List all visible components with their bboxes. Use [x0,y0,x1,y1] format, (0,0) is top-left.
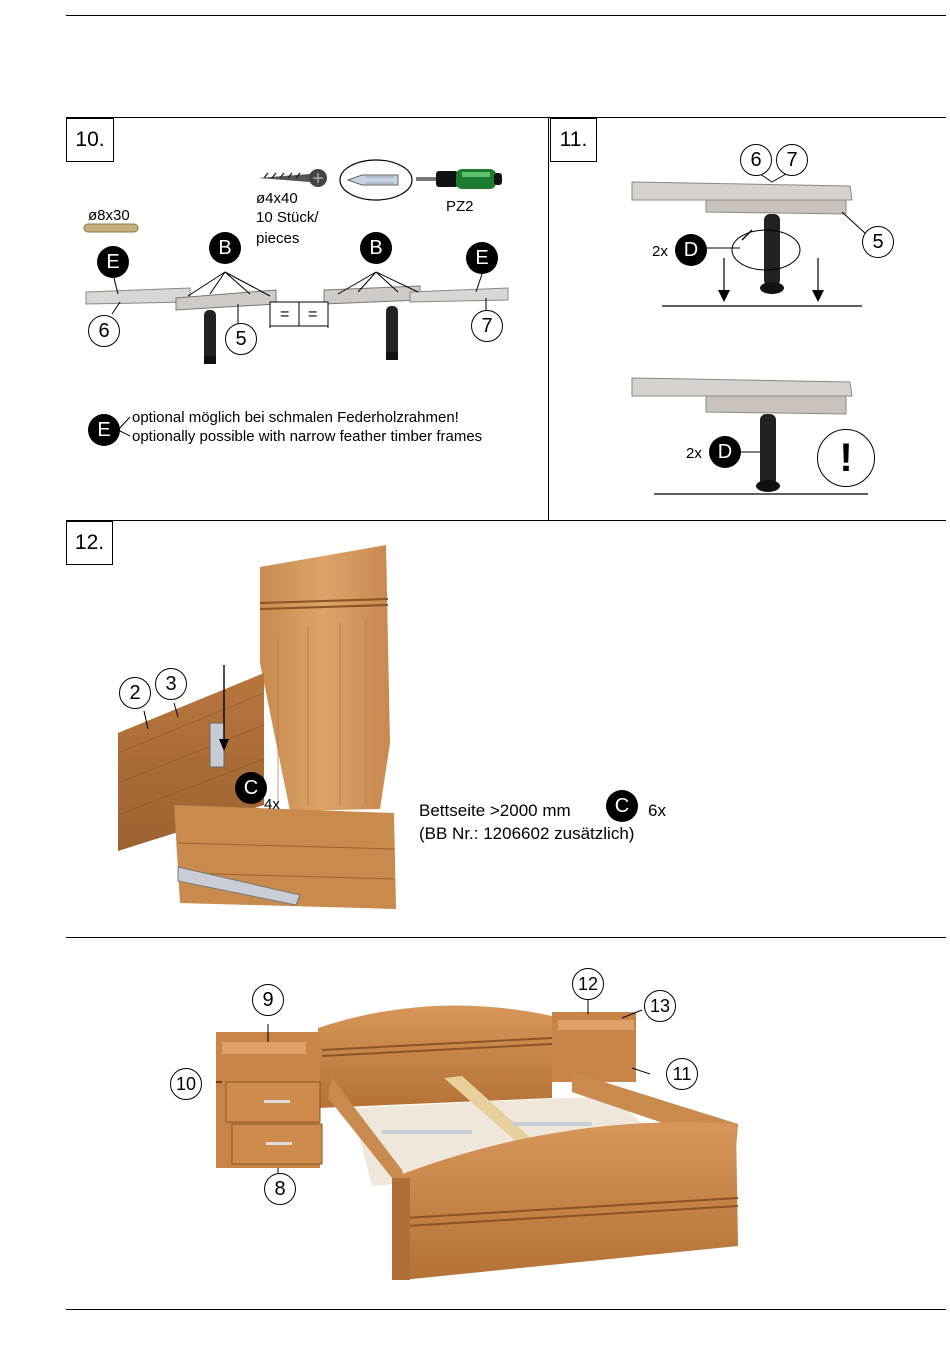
part-e-note-badge: E [88,414,120,446]
part-6-label-11: 6 [740,144,772,176]
part-5-label-11: 5 [862,226,894,258]
part-2-label: 2 [119,677,151,709]
note-english: optionally possible with narrow feather timber frames [132,428,483,445]
panel-row1-top [66,117,946,118]
panel-row2-bottom [66,937,946,938]
bedside-extra-text: (BB Nr.: 1206602 zusätzlich) [419,824,635,843]
part-3-label: 3 [155,668,187,700]
part-9-label: 9 [252,984,284,1016]
part-13-label: 13 [644,990,676,1022]
bit-drawing [338,158,416,202]
part-5-label: 5 [225,323,257,355]
part-e-badge-right: E [466,242,498,274]
screw-count-label-2: pieces [256,230,300,247]
part-8-label: 8 [264,1173,296,1205]
bit-size-label: PZ2 [446,198,474,215]
dowel-size-label: ø8x30 [88,207,130,224]
assembled-bed-photo [212,998,744,1282]
screw-drawing [258,168,330,188]
step-10-number: 10. [66,118,114,162]
part-10-label: 10 [170,1068,202,1100]
part-e-badge-left: E [97,246,129,278]
part-d-badge-bottom: D [709,436,741,468]
part-7-label-11: 7 [776,144,808,176]
step-11-number: 11. [550,118,597,162]
panel-divider [548,117,549,520]
part-d-badge-top: D [675,234,707,266]
bedside-length-text: Bettseite >2000 mm [419,801,571,820]
part-6-label: 6 [88,315,120,347]
part-c-badge-side: C [606,790,638,822]
note-german: optional möglich bei schmalen Federholzrahmen! [132,409,459,426]
top-rule [66,15,946,16]
connector-count: 4x [264,796,280,813]
headboard-connection-photo [118,543,398,911]
leg-count-top: 2x [652,243,668,260]
screwdriver-drawing [416,168,506,190]
part-12-label: 12 [572,968,604,1000]
screw-size-label: ø4x40 [256,190,298,207]
bottom-rule [66,1309,946,1310]
part-7-label: 7 [471,310,503,342]
bedside-connector-count: 6x [648,801,666,820]
part-c-badge: C [235,772,267,804]
screw-count-label: 10 Stück/ [256,209,319,226]
panel-row1-bottom [66,520,946,521]
frame-rails-drawing [80,280,520,370]
part-b-badge-right: B [360,232,392,264]
equal-sign-left: = [280,306,290,323]
step-12-number: 12. [66,521,113,565]
part-b-badge-left: B [209,232,241,264]
warning-icon: ! [817,429,875,487]
part-11-label: 11 [666,1058,698,1090]
step-10-illustration [80,150,540,450]
leg-count-bottom: 2x [686,445,702,462]
equal-sign-right: = [308,306,318,323]
note-leaders [118,414,132,444]
